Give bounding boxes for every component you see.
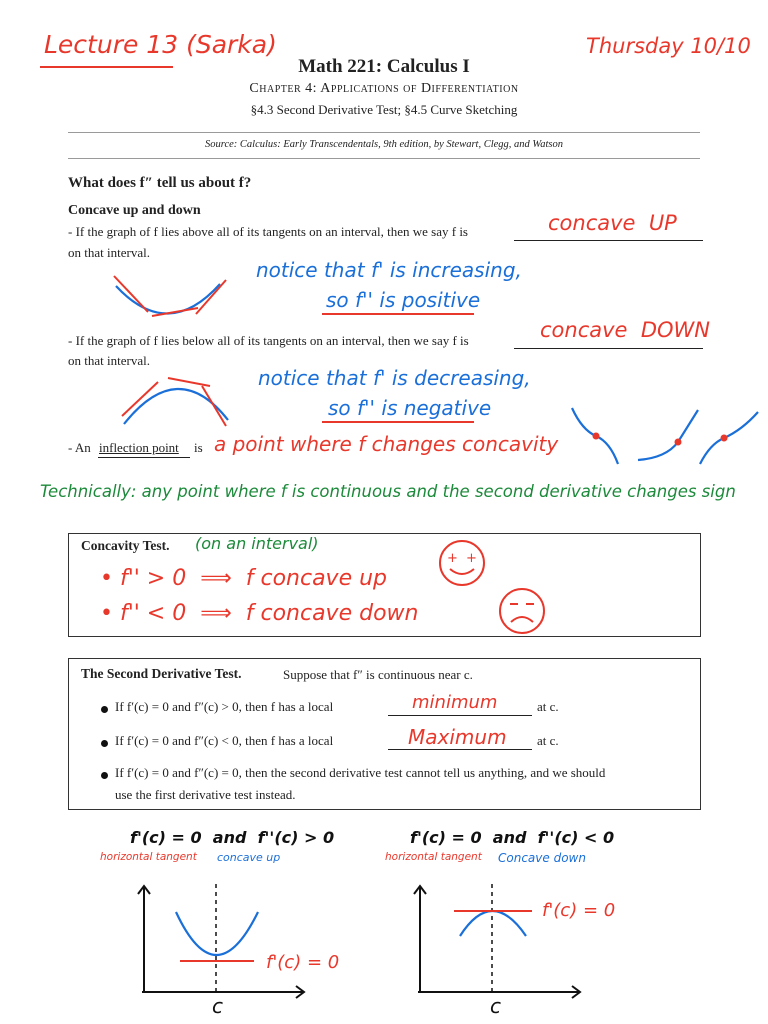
sdt-title: The Second Derivative Test. — [81, 666, 242, 681]
section-title: §4.3 Second Derivative Test; §4.5 Curve Sketching — [250, 102, 518, 117]
right-sketch-label-blue: Concave down — [498, 851, 586, 865]
subheading-concave: Concave up and down — [68, 203, 201, 218]
concavity-test-title: Concavity Test. — [81, 538, 170, 553]
inflection-term: inflection point — [99, 440, 179, 455]
sdt-bullet-2-answer: Maximum — [408, 725, 507, 749]
down-note-underline — [322, 421, 474, 423]
left-sketch-tangent-label: f'(c) = 0 — [266, 952, 340, 973]
bullet-1 — [101, 706, 108, 713]
chapter-title: Chapter 4: Applications of Differentiation — [249, 81, 519, 96]
sdt-bullet-1-text: If f′(c) = 0 and f″(c) > 0, then f has a local — [115, 699, 334, 714]
smiley-face-icon — [437, 538, 487, 588]
up-note-1: notice that f' is increasing, — [256, 258, 522, 282]
right-sketch-tangent-label: f'(c) = 0 — [542, 900, 616, 921]
right-sketch-title: f'(c) = 0 and f''(c) < 0 — [410, 828, 615, 847]
concave-up-text: - If the graph of f lies above all of its tangents on an interval, then we say f is — [68, 224, 468, 239]
left-sketch-axis-label: c — [212, 994, 223, 1018]
technical-note: Technically: any point where f is continuous and the second derivative changes sign — [40, 482, 736, 501]
right-sketch-axis-label: c — [490, 994, 501, 1018]
sdt-bullet-1-blank — [388, 715, 532, 716]
concavity-rule-2: • f'' < 0 ⟹ f concave down — [100, 601, 419, 626]
svg-text:+: + — [447, 551, 458, 566]
divider-bottom — [68, 158, 700, 159]
sdt-bullet-3-line-1: If f′(c) = 0 and f″(c) = 0, then the second derivative test cannot tell us anything, and we should — [115, 765, 606, 780]
sdt-bullet-1-answer: minimum — [412, 692, 498, 713]
down-note-1: notice that f' is decreasing, — [258, 366, 531, 390]
sdt-intro: Suppose that f″ is continuous near c. — [283, 667, 473, 682]
inflection-sketches — [566, 402, 762, 472]
concave-up-sketch — [108, 270, 228, 330]
inflection-blank — [98, 457, 190, 458]
concavity-rule-1: • f'' > 0 ⟹ f concave up — [100, 566, 388, 591]
inflection-prefix: - An — [68, 440, 91, 455]
question-heading: What does f″ tell us about f? — [68, 175, 252, 191]
svg-text:+: + — [466, 551, 477, 566]
left-sketch-label-blue: concave up — [217, 851, 281, 864]
left-sketch-label-red: horizontal tangent — [100, 851, 197, 863]
concave-down-blank — [514, 347, 703, 349]
concave-down-text: - If the graph of f lies below all of its tangents on an interval, then we say f is — [68, 333, 469, 348]
inflection-is: is — [194, 440, 203, 455]
up-note-underline — [322, 313, 474, 315]
concave-up-answer: concave UP — [548, 211, 677, 235]
source-line: Source: Calculus: Early Transcendentals, 9th edition, by Stewart, Clegg, and Watson — [205, 139, 563, 150]
concave-down-text-2: on that interval. — [68, 353, 150, 368]
concave-down-sketch — [118, 372, 238, 428]
left-sketch-title: f'(c) = 0 and f''(c) > 0 — [130, 828, 335, 847]
concavity-test-note: (on an interval) — [195, 534, 319, 553]
course-title: Math 221: Calculus I — [298, 56, 470, 77]
sdt-bullet-1-end: at c. — [537, 699, 559, 714]
concave-up-blank — [514, 239, 703, 241]
bullet-3 — [101, 772, 108, 779]
divider-top — [68, 132, 700, 133]
sdt-bullet-2-text: If f′(c) = 0 and f″(c) < 0, then f has a local — [115, 733, 334, 748]
up-note-2: so f'' is positive — [326, 288, 481, 312]
concave-up-text-2: on that interval. — [68, 245, 150, 260]
lecture-note: Lecture 13 (Sarka) — [44, 30, 277, 59]
sdt-bullet-2-end: at c. — [537, 733, 559, 748]
right-sketch-label-red: horizontal tangent — [385, 851, 482, 863]
sdt-bullet-3-line-2: use the first derivative test instead. — [115, 787, 296, 802]
frowny-face-icon — [497, 586, 547, 636]
concave-down-answer: concave DOWN — [540, 318, 710, 342]
inflection-answer: a point where f changes concavity — [214, 432, 559, 456]
date-note: Thursday 10/10 — [586, 34, 751, 58]
down-note-2: so f'' is negative — [328, 396, 492, 420]
bullet-2 — [101, 740, 108, 747]
sdt-bullet-2-blank — [388, 749, 532, 750]
